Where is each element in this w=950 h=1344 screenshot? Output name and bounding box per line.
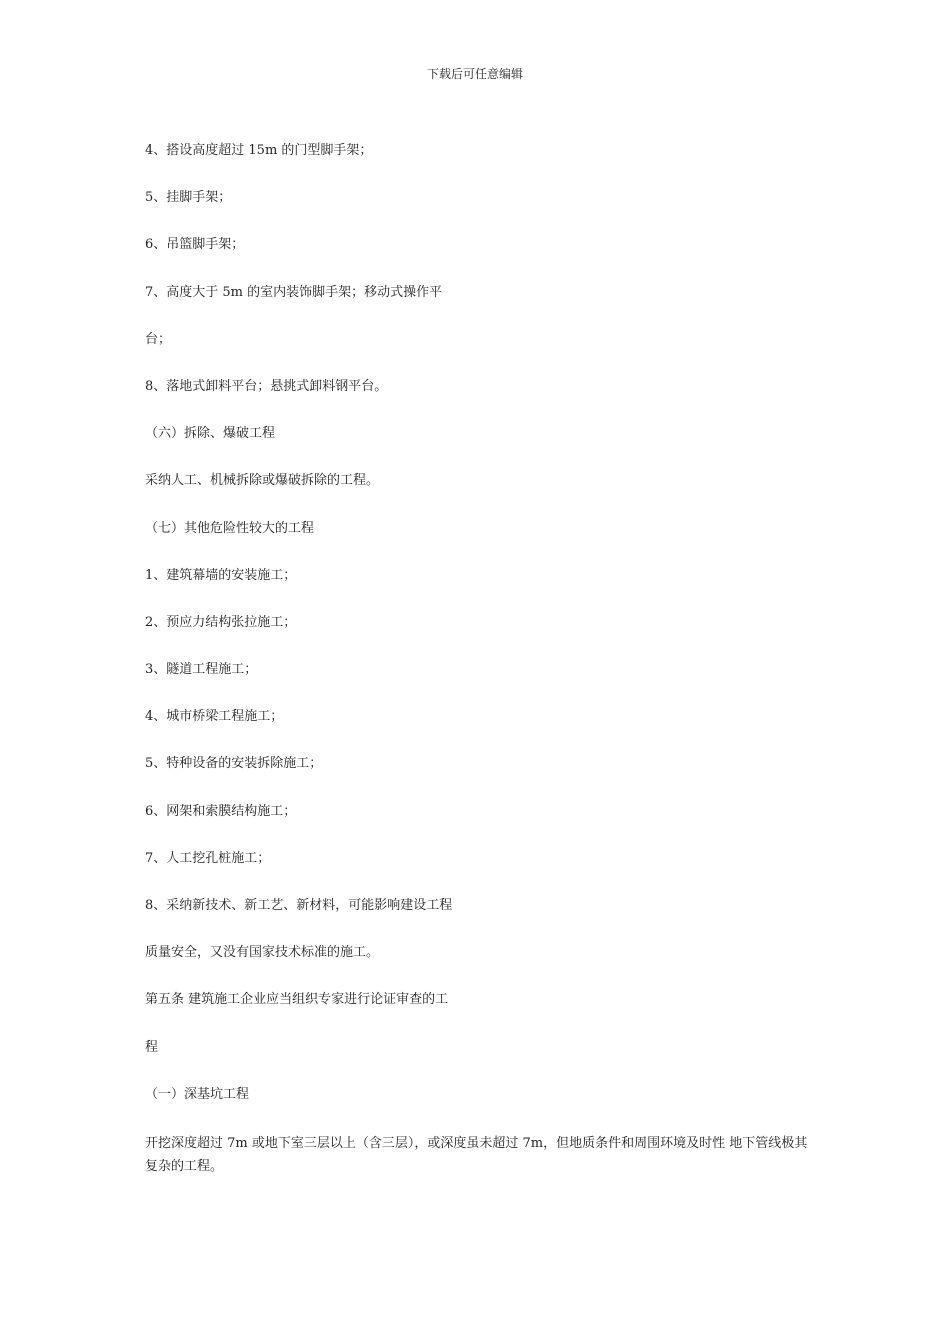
list-item: 2、预应力结构张拉施工； xyxy=(145,614,297,630)
list-item: 6、吊篮脚手架； xyxy=(145,237,245,253)
body-paragraph: 开挖深度超过 7m 或地下室三层以上（含三层），或深度虽未超过 7m，但地质条件和周围环境及时性 地下管线极其复杂的工程。 xyxy=(145,1135,808,1174)
list-item-continuation: 台； xyxy=(145,331,172,347)
page-header: 下载后可任意编辑 xyxy=(426,67,523,81)
article-heading: 第五条 建筑施工企业应当组织专家进行论证审查的工 xyxy=(145,992,449,1008)
list-item: 1、建筑幕墙的安装施工； xyxy=(145,567,297,583)
list-item: 8、采纳新技术、新工艺、新材料，可能影响建设工程 xyxy=(145,898,453,913)
list-item: 7、高度大于 5m 的室内装饰脚手架；移动式操作平 xyxy=(145,284,443,300)
list-item: 4、城市桥梁工程施工； xyxy=(145,709,284,725)
list-item: 7、人工挖孔桩施工； xyxy=(145,850,271,866)
list-item-continuation: 质量安全，又没有国家技术标准的施工。 xyxy=(145,945,380,961)
list-item: 3、隧道工程施工； xyxy=(145,662,258,678)
body-text: 采纳人工、机械拆除或爆破拆除的工程。 xyxy=(145,473,380,489)
section-heading: （七）其他危险性较大的工程 xyxy=(145,520,315,536)
list-item: 4、搭设高度超过 15m 的门型脚手架； xyxy=(145,143,373,158)
list-item: 5、特种设备的安装拆除施工； xyxy=(145,756,323,772)
article-heading-continuation: 程 xyxy=(145,1039,159,1055)
list-item: 6、网架和索膜结构施工； xyxy=(145,803,297,819)
section-heading: （六）拆除、爆破工程 xyxy=(145,426,276,442)
document-body xyxy=(145,141,815,1178)
list-item: 8、落地式卸料平台；悬挑式卸料钢平台。 xyxy=(145,378,388,394)
section-heading: （一）深基坑工程 xyxy=(145,1086,250,1102)
list-item: 5、挂脚手架； xyxy=(145,190,232,206)
